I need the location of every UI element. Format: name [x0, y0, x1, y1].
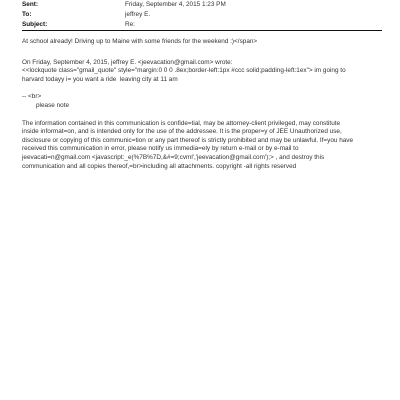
signature-separator: -- <br>	[22, 93, 42, 101]
sent-label: Sent:	[22, 1, 38, 8]
subject-label: Subject:	[22, 21, 48, 28]
to-label: To:	[22, 11, 32, 18]
subject-value: Re:	[125, 21, 135, 28]
header-divider	[22, 30, 382, 31]
reply-text: At school already! Driving up to Maine with some friends for the weekend :)</span>	[22, 38, 258, 45]
email-body	[22, 38, 382, 171]
to-value: jeffrey E.	[125, 11, 151, 18]
disclaimer-line: received this communication in error, please notify us immedia=ely by return e-mail or by e-mail to	[22, 145, 299, 153]
sent-value: Friday, September 4, 2015 1:23 PM	[125, 1, 226, 8]
quote-text-2: harvard todayy i= you want a ride leaving city at 11 am	[22, 75, 178, 83]
subject-row	[22, 20, 392, 30]
disclaimer-line: The information contained in this communication is confide=tial, may be attorney-client privileged, may constitute	[22, 119, 341, 127]
disclaimer-line: disclosure or copying of this communic=tion or any part thereof is strictly prohibited and may be unlawful. If=you have	[22, 136, 354, 144]
disclaimer-line: jeevacati=n@gmail.com <javascript:_e(%7B%7D,&#=9;cvml','jeevacation@gmail.com');> , and destroy this	[22, 153, 325, 161]
quote-attribution: On Friday, September 4, 2015, jeffrey E. <jeevacation@gmail.com> wrote:	[22, 58, 233, 66]
disclaimer-line: communication and all copies thereof,=br>including all attachments. copyright -all rights reserved	[22, 162, 297, 170]
to-row	[22, 10, 392, 20]
email-header	[22, 0, 392, 30]
sent-row	[22, 0, 392, 10]
disclaimer-line: inside informat=on, and is intended only for the use of the addressee. It is the proper=y of JEE Unauthorized use,	[22, 128, 342, 136]
signature-note: please note	[36, 101, 70, 109]
quote-text-1: <<lockquote class="gmail_quote" style="margin:0 0 0 .8ex;border-left:1px #ccc solid;padding-left:1ex"> im going to	[22, 67, 346, 75]
